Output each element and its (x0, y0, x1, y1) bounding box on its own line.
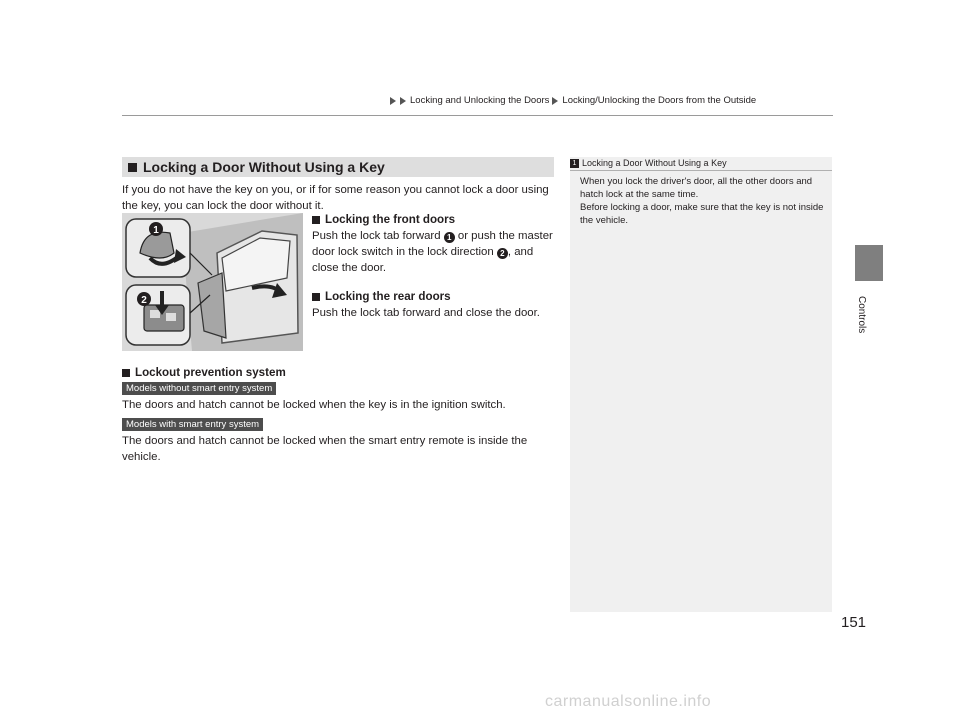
square-bullet-icon (312, 216, 320, 224)
page-number: 151 (841, 614, 867, 631)
rear-doors-text: Push the lock tab forward and close the door. (312, 307, 540, 319)
note-title-text: Locking a Door Without Using a Key (582, 158, 727, 168)
breadcrumb (390, 95, 756, 106)
note-paragraph: Before locking a door, make sure that the key is not inside the vehicle. (580, 202, 824, 226)
door-lock-illustration (122, 213, 303, 351)
note-divider (570, 170, 832, 171)
section-heading (122, 157, 554, 177)
callout-1: 1 (153, 225, 159, 236)
chapter-tab-label: Controls (856, 296, 867, 334)
front-doors-heading (312, 213, 455, 226)
lockout-heading-text: Lockout prevention system (135, 366, 286, 379)
watermark: carmanualsonline.info (545, 693, 712, 710)
model-badge: Models without smart entry system (122, 382, 276, 395)
header-divider (122, 115, 833, 116)
square-bullet-icon (128, 163, 137, 172)
note-body (580, 175, 825, 227)
lockout-text: The doors and hatch cannot be locked when the smart entry remote is inside the vehicle. (122, 435, 528, 463)
marker-2-icon: 2 (497, 248, 508, 259)
callout-2: 2 (141, 295, 147, 306)
rear-doors-heading-text: Locking the rear doors (325, 290, 451, 303)
lockout-heading (122, 366, 286, 379)
rear-doors-heading (312, 290, 451, 303)
note-number-icon: 1 (570, 159, 579, 168)
breadcrumb-item: Locking/Unlocking the Doors from the Outside (562, 95, 757, 106)
note-paragraph: When you lock the driver's door, all the other doors and hatch lock at the same time. (580, 176, 813, 200)
front-doors-heading-text: Locking the front doors (325, 213, 456, 226)
front-doors-text-b: or push the master door lock switch in the lock direction (312, 230, 553, 258)
arrow-right-icon (552, 97, 558, 105)
note-title (570, 158, 727, 168)
square-bullet-icon (122, 369, 130, 377)
model-badge: Models with smart entry system (122, 418, 263, 431)
front-doors-text-a: Push the lock tab forward (312, 230, 441, 242)
square-bullet-icon (312, 293, 320, 301)
front-doors-text-c: , and close the door. (312, 246, 534, 274)
section-intro: If you do not have the key on you, or if for some reason you cannot lock a door using the key, you can lock the door without it. (122, 184, 549, 212)
chapter-tab-marker (855, 245, 883, 281)
marker-1-icon: 1 (444, 232, 455, 243)
lockout-text: The doors and hatch cannot be locked when the key is in the ignition switch. (122, 399, 506, 411)
arrow-right-icon (400, 97, 406, 105)
breadcrumb-item: Locking and Unlocking the Doors (410, 95, 550, 106)
section-title: Locking a Door Without Using a Key (143, 159, 385, 175)
arrow-right-icon (390, 97, 396, 105)
front-doors-text (312, 228, 558, 276)
